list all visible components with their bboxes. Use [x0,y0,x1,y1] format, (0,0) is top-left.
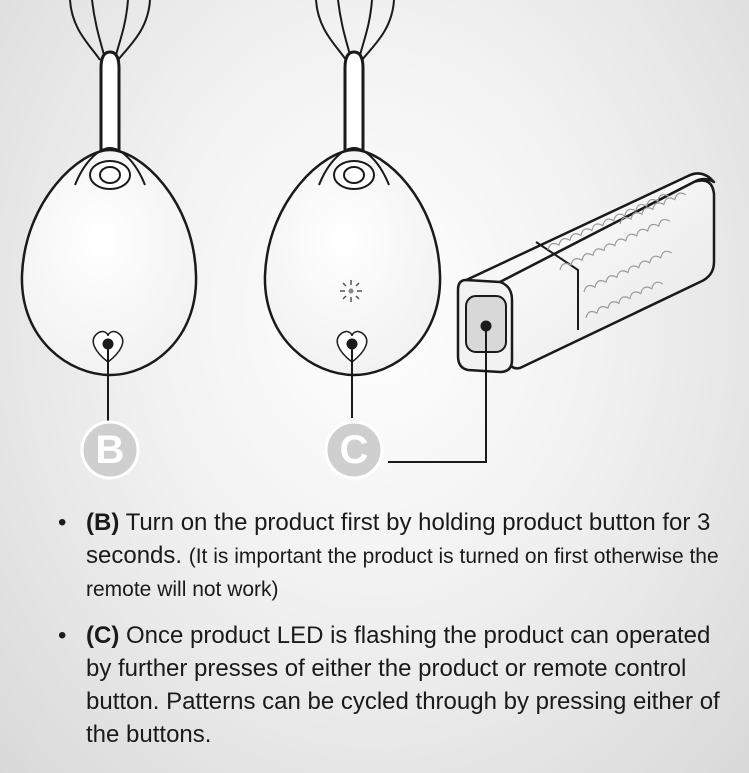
callout-label-c: C [339,428,369,472]
led-flash-icon [340,280,362,302]
instruction-key-c: (C) [86,622,120,649]
callout-label-b: B [95,428,125,472]
instruction-text-b: Turn on the product first by holding product button for 3 seconds. [86,509,711,569]
bullet-dot: • [58,622,67,649]
instruction-item-b [58,506,738,605]
instruction-note-b: (It is important the product is turned on first otherwise the remote will not work) [86,545,719,601]
instruction-text-c: Once product LED is flashing the product can operated by further presses of either the product or remote control button. Patterns can be cycled through by pressing either of the buttons. [86,622,720,748]
product-left [22,0,196,375]
instruction-item-c [58,619,738,751]
remote-control [458,173,714,372]
instruction-key-b: (B) [86,509,120,536]
product-middle [265,0,440,375]
bullet-dot: • [58,509,67,536]
instructions-list [58,506,738,751]
